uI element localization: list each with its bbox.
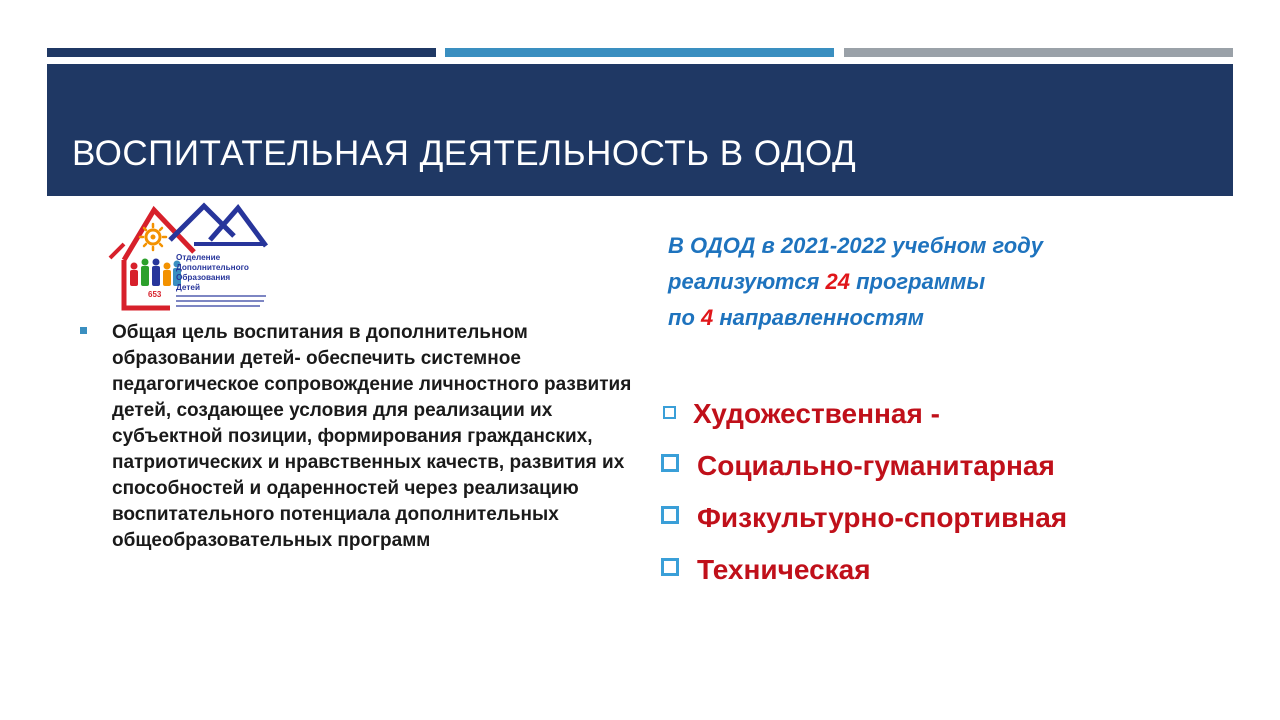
direction-label: Физкультурно-спортивная [697, 502, 1068, 533]
logo-line-2: Дополнительного [176, 263, 249, 272]
programs-count: 24 [825, 269, 850, 294]
sun-icon [140, 224, 166, 250]
logo-line-3: Образования [176, 273, 231, 282]
direction-item-art [661, 394, 1221, 446]
odod-logo [104, 200, 280, 312]
direction-label: Социально-гуманитарная [697, 450, 1055, 481]
checkbox-square-icon [661, 454, 679, 472]
direction-item-technical [661, 550, 1221, 602]
logo-number: 653 [148, 290, 162, 299]
logo-line-1: Отделение [176, 253, 221, 262]
direction-label: Художественная - [693, 398, 940, 429]
goal-text: Общая цель воспитания в дополнительном образовании детей- обеспечить системное педагогическое сопровождение личностного развития детей, создающее условия для реализации их субъектной позиции, формирования гражданских, патриотических и нравственных качеств, развития их способностей и одаренностей через реализацию воспитательного потенциала дополнительных общеобразовательных программ [112, 322, 632, 551]
logo-line-4: Детей [176, 283, 200, 292]
info-line-3-prefix: по [668, 305, 701, 330]
info-line-1: В ОДОД в 2021-2022 учебном году [668, 233, 1044, 258]
info-line-3 [668, 300, 1188, 336]
programs-info [668, 228, 1188, 336]
direction-item-social [661, 446, 1221, 498]
children-figures-icon [130, 259, 181, 287]
bullet-square-icon [80, 327, 87, 334]
info-line-2 [668, 264, 1188, 300]
checkbox-square-icon [661, 558, 679, 576]
info-line-3-suffix: направленностям [713, 305, 924, 330]
checkbox-square-icon [661, 506, 679, 524]
direction-item-sport [661, 498, 1221, 550]
directions-list [661, 394, 1221, 602]
direction-label: Техническая [697, 554, 871, 585]
accent-bar-blue [445, 48, 834, 57]
accent-bar-gray [844, 48, 1233, 57]
info-line-2-suffix: программы [850, 269, 986, 294]
slide-title: ВОСПИТАТЕЛЬНАЯ ДЕЯТЕЛЬНОСТЬ В ОДОД [72, 134, 857, 173]
directions-count: 4 [701, 305, 714, 330]
title-band [47, 64, 1233, 196]
info-line-2-prefix: реализуются [668, 269, 826, 294]
checkbox-square-icon [663, 406, 676, 419]
accent-bar-navy [47, 48, 436, 57]
